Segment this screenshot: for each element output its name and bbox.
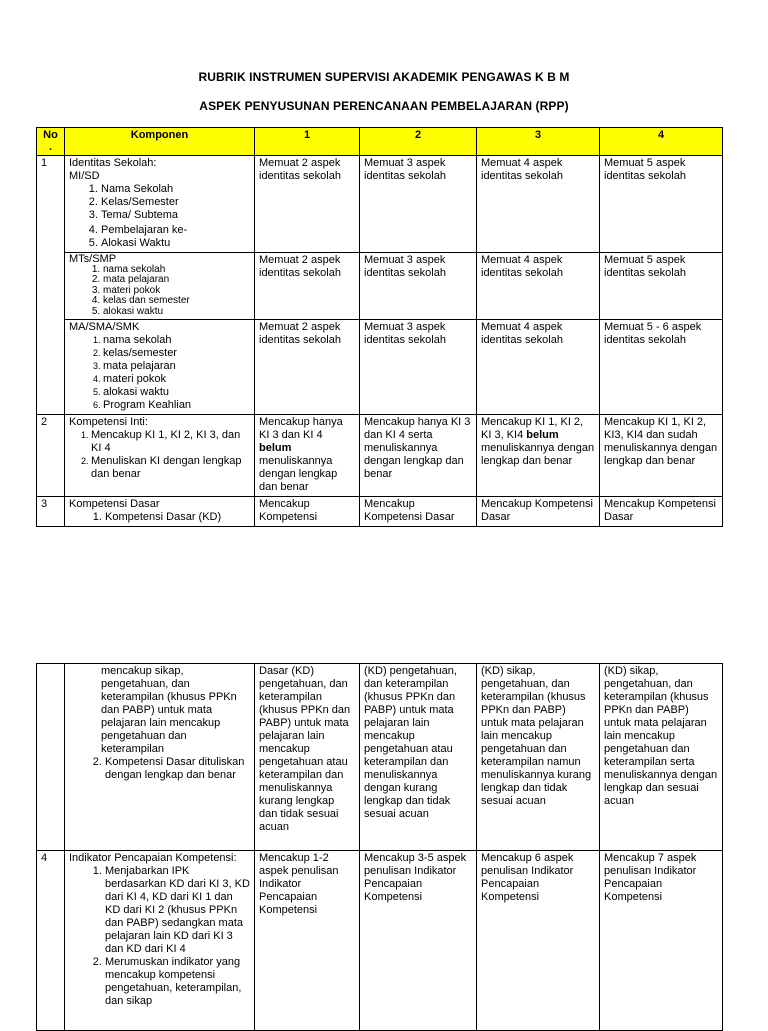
table-row — [37, 664, 723, 851]
score-cell: Memuat 5 aspek identitas sekolah — [600, 253, 723, 320]
score-cell: Memuat 4 aspek identitas sekolah — [477, 253, 600, 320]
component-cell — [65, 156, 255, 253]
score-cell — [477, 415, 600, 497]
score-cell: Memuat 2 aspek identitas sekolah — [255, 253, 360, 320]
component-cell — [65, 415, 255, 497]
score-emphasis: belum — [259, 442, 292, 454]
score-cell: Dasar (KD) pengetahuan, dan keterampilan (khusus PPKn dan PABP) untuk mata pelajaran lain mencakup pengetahuan atau keterampilan dan menuliskannya kurang lengkap dan tidak sesuai acuan — [255, 664, 360, 851]
score-cell — [255, 415, 360, 497]
component-subtitle: MI/SD — [69, 170, 100, 182]
component-list — [69, 756, 250, 782]
document-title: RUBRIK INSTRUMEN SUPERVISI AKADEMIK PENGAWAS K B M — [198, 70, 570, 84]
score-cell: Memuat 3 aspek identitas sekolah — [360, 253, 477, 320]
component-cell — [65, 664, 255, 851]
list-item: 5. Alokasi Waktu — [101, 237, 250, 250]
table-header-row — [37, 128, 723, 156]
list-item: 1. Nama Sekolah — [101, 183, 250, 196]
header-score-3: 3 — [477, 128, 600, 156]
score-cell: Memuat 5 aspek identitas sekolah — [600, 156, 723, 253]
row-number: 4 — [37, 851, 65, 1031]
score-cell: Mencakup KI 1, KI 2, KI3, KI4 dan sudah menuliskannya dengan lengkap dan benar — [600, 415, 723, 497]
score-cell: Mencakup 1-2 aspek penulisan Indikator Pencapaian Kompetensi — [255, 851, 360, 1031]
list-item: 5. alokasi waktu — [103, 386, 250, 399]
component-list — [69, 511, 250, 524]
component-title: Kompetensi Dasar — [69, 498, 160, 510]
score-cell: Mencakup Kompetensi Dasar — [360, 497, 477, 527]
component-subtitle: MA/SMA/SMK — [69, 321, 140, 333]
score-cell: (KD) pengetahuan, dan keterampilan (khusus PPKn dan PABP) untuk mata pelajaran lain mencakup pengetahuan atau keterampilan dan menuliskannya dengan kurang lengkap dan tidak sesuai acuan — [360, 664, 477, 851]
list-item: 2. mata pelajaran — [103, 275, 250, 286]
component-list — [69, 265, 250, 318]
row-number: 1 — [37, 156, 65, 415]
score-cell: (KD) sikap, pengetahuan, dan keterampilan (khusus PPKn dan PABP) untuk mata pelajaran lain mencakup pengetahuan dan keterampilan serta menuliskannya dengan lengkap dan sesuai acuan — [600, 664, 723, 851]
component-list — [69, 429, 250, 481]
score-cell: Mencakup Kompetensi — [255, 497, 360, 527]
score-cell: Mencakup 3-5 aspek penulisan Indikator Pencapaian Kompetensi — [360, 851, 477, 1031]
component-list — [69, 334, 250, 412]
list-item: 3. mata pelajaran — [103, 360, 250, 373]
score-cell: Memuat 2 aspek identitas sekolah — [255, 156, 360, 253]
score-cell: Mencakup Kompetensi Dasar — [477, 497, 600, 527]
score-text: Mencakup KI 1, KI 2, KI 3, KI4 — [481, 416, 584, 441]
header-score-4: 4 — [600, 128, 723, 156]
score-text: Mencakup hanya KI 3 dan KI 4 — [259, 416, 343, 441]
row-number — [37, 664, 65, 851]
list-item: 1. Menjabarkan IPK berdasarkan KD dari KI 3, KD dari KI 4, KD dari KI 1 dan KD dari KI 2 (khusus PPKn dan PABP) sedangkan mata pelajaran lain KD dari KI 3 dan KD dari KI 4 — [105, 865, 250, 956]
list-item: 1. nama sekolah — [103, 334, 250, 347]
list-item: 2. Merumuskan indikator yang mencakup kompetensi pengetahuan, keterampilan, dan sikap — [105, 956, 250, 1008]
score-emphasis: belum — [526, 429, 559, 441]
component-cell — [65, 320, 255, 415]
row-number: 2 — [37, 415, 65, 497]
table-row — [37, 320, 723, 415]
rubric-table-page2 — [36, 663, 723, 1031]
score-cell: Mencakup 6 aspek penulisan Indikator Pencapaian Kompetensi — [477, 851, 600, 1031]
component-title: Kompetensi Inti: — [69, 416, 148, 428]
score-cell: Memuat 3 aspek identitas sekolah — [360, 156, 477, 253]
table-row — [37, 851, 723, 1031]
list-item: 5. alokasi waktu — [103, 307, 250, 318]
score-cell: Memuat 2 aspek identitas sekolah — [255, 320, 360, 415]
list-item: 1. Mencakup KI 1, KI 2, KI 3, dan KI 4 — [91, 429, 250, 455]
score-cell: Memuat 4 aspek identitas sekolah — [477, 156, 600, 253]
list-item: 1. Kompetensi Dasar (KD) — [105, 511, 250, 524]
component-list — [69, 183, 250, 250]
row-number: 3 — [37, 497, 65, 527]
score-cell: Memuat 5 - 6 aspek identitas sekolah — [600, 320, 723, 415]
component-cell — [65, 253, 255, 320]
component-title: Identitas Sekolah: — [69, 157, 157, 169]
list-item: 2. kelas/semester — [103, 347, 250, 360]
header-score-1: 1 — [255, 128, 360, 156]
header-no: No . — [37, 128, 65, 156]
score-cell: Mencakup 7 aspek penulisan Indikator Pencapaian Kompetensi — [600, 851, 723, 1031]
document-subtitle: ASPEK PENYUSUNAN PERENCANAAN PEMBELAJARAN (RPP) — [199, 99, 569, 113]
table-row — [37, 415, 723, 497]
rubric-table-page1 — [36, 127, 723, 527]
component-title: Indikator Pencapaian Kompetensi: — [69, 852, 237, 864]
score-cell: Mencakup Kompetensi Dasar — [600, 497, 723, 527]
component-cell — [65, 851, 255, 1031]
table-row — [37, 497, 723, 527]
list-item: 3. Tema/ Subtema — [101, 209, 250, 222]
list-item: 1. nama sekolah — [103, 265, 250, 276]
list-item: 3. materi pokok — [103, 286, 250, 297]
list-item: 2. Menuliskan KI dengan lengkap dan benar — [91, 455, 250, 481]
score-cell: Memuat 4 aspek identitas sekolah — [477, 320, 600, 415]
list-item: 6. Program Keahlian — [103, 399, 250, 412]
component-list — [69, 865, 250, 1008]
list-item: 4. materi pokok — [103, 373, 250, 386]
score-text: menuliskannya dengan lengkap dan benar — [481, 442, 595, 467]
score-text: menuliskannya dengan lengkap dan benar — [259, 455, 338, 493]
list-item: 4. kelas dan semester — [103, 296, 250, 307]
header-komponen: Komponen — [65, 128, 255, 156]
table-row — [37, 156, 723, 253]
header-score-2: 2 — [360, 128, 477, 156]
list-item: 4. Pembelajaran ke- — [101, 224, 250, 237]
score-cell: Mencakup hanya KI 3 dan KI 4 serta menuliskannya dengan lengkap dan benar — [360, 415, 477, 497]
table-row — [37, 253, 723, 320]
score-cell: (KD) sikap, pengetahuan, dan keterampilan (khusus PPKn dan PABP) untuk mata pelajaran lain mencakup pengetahuan dan keterampilan namun menuliskannya kurang lengkap dan tidak sesuai acuan — [477, 664, 600, 851]
component-cell — [65, 497, 255, 527]
list-item: 2. Kompetensi Dasar dituliskan dengan lengkap dan benar — [105, 756, 250, 782]
component-subtitle: MTs/SMP — [69, 253, 117, 265]
list-item: 2. Kelas/Semester — [101, 196, 250, 209]
score-cell: Memuat 3 aspek identitas sekolah — [360, 320, 477, 415]
component-continuation: mencakup sikap, pengetahuan, dan keterampilan (khusus PPKn dan PABP) untuk mata pelajaran lain mencakup pengetahuan dan keterampilan — [101, 665, 237, 755]
